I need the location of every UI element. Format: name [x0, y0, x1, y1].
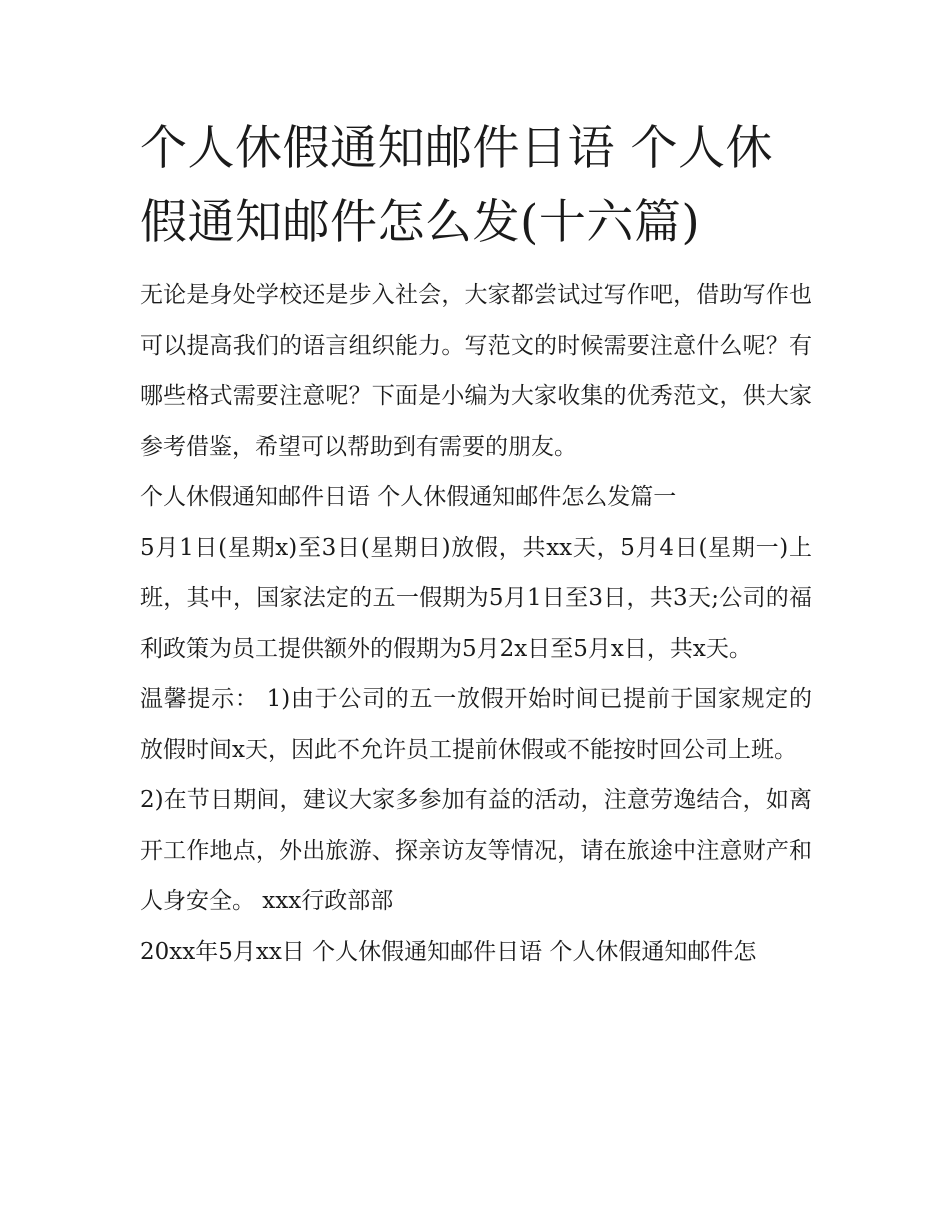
- date-line: 20xx年5月xx日 个人休假通知邮件日语 个人休假通知邮件怎: [140, 938, 757, 965]
- intro-paragraph: 无论是身处学校还是步入社会，大家都尝试过写作吧，借助写作也可以提高我们的语言组织能力。写范文的时候需要注意什么呢？有哪些格式需要注意呢？下面是小编为大家收集的优秀范文，供大家参考借鉴，希望可以帮助到有需要的朋友。: [140, 282, 812, 460]
- holiday-schedule-paragraph: 5月1日(星期x)至3日(星期日)放假，共xx天，5月4日(星期一)上班，其中，国家法定的五一假期为5月1日至3日，共3天;公司的福利政策为员工提供额外的假期为5月2x日至5月x日，共x天。: [140, 534, 812, 662]
- document-page: [140, 112, 812, 977]
- reminder-paragraph-1: 温馨提示： 1)由于公司的五一放假开始时间已提前于国家规定的放假时间x天，因此不允许员工提前休假或不能按时回公司上班。: [140, 686, 812, 763]
- document-title: 个人休假通知邮件日语 个人休假通知邮件怎么发(十六篇): [140, 121, 773, 250]
- reminder-paragraph-2: 2)在节日期间，建议大家多参加有益的活动，注意劳逸结合，如离开工作地点，外出旅游、探亲访友等情况，请在旅途中注意财产和人身安全。 xxx行政部部: [140, 787, 812, 914]
- document-body: [140, 270, 812, 977]
- section-heading: 个人休假通知邮件日语 个人休假通知邮件怎么发篇一: [140, 484, 677, 510]
